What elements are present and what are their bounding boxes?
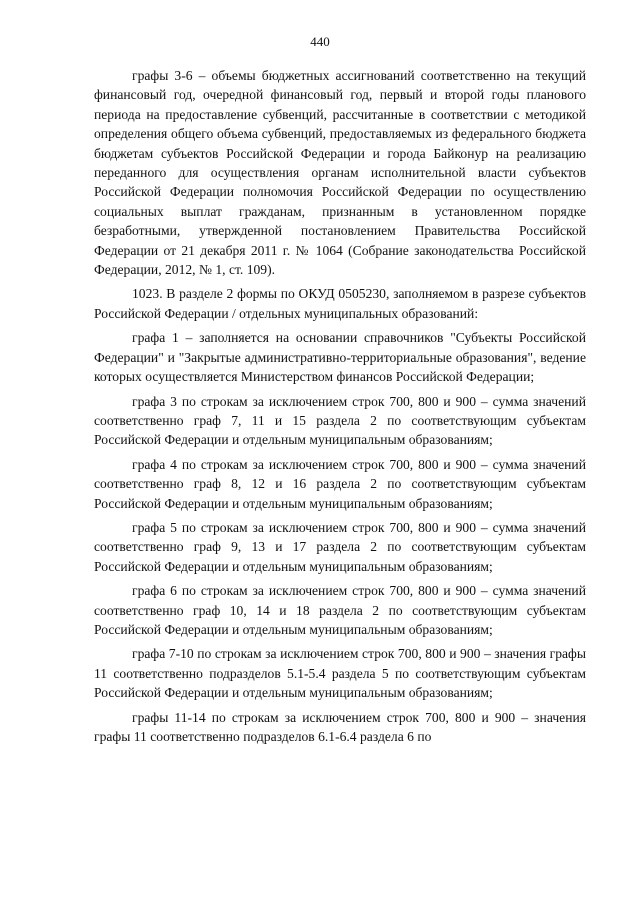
paragraph-grafa-6: графа 6 по строкам за исключением строк 700, 800 и 900 – сумма значений соответственно граф 10, 14 и 18 раздела 2 по соответствующим субъектам Российской Федерации и отдельным муниципальным образованиям; xyxy=(94,583,586,637)
paragraph-grafa-5: графа 5 по строкам за исключением строк 700, 800 и 900 – сумма значений соответственно граф 9, 13 и 17 раздела 2 по соответствующим субъектам Российской Федерации и отдельным муниципальным образованиям; xyxy=(94,519,586,574)
page-number: 440 xyxy=(310,34,330,49)
paragraph-grafa-4: графа 4 по строкам за исключением строк 700, 800 и 900 – сумма значений соответственно граф 8, 12 и 16 раздела 2 по соответствующим субъектам Российской Федерации и отдельным муниципальным образованиям; xyxy=(94,456,586,511)
paragraph-grafa-1: графа 1 – заполняется на основании справочников "Субъекты Российской Федерации" и "Закрытые административно-территориальные образования", ведение которых осуществляется Министерством финансов Российской Федерации; xyxy=(94,330,586,385)
paragraph-item-1023: 1023. В разделе 2 формы по ОКУД 0505230, заполняемом в разрезе субъектов Российской Федерации / отдельных муниципальных образований: xyxy=(94,286,586,321)
paragraph-grafa-3: графа 3 по строкам за исключением строк 700, 800 и 900 – сумма значений соответственно граф 7, 11 и 15 раздела 2 по соответствующим субъектам Российской Федерации и отдельным муниципальным образованиям; xyxy=(94,393,586,448)
paragraph-grafy-3-6: графы 3-6 – объемы бюджетных ассигнований соответственно на текущий финансовый год, очередной финансовый год, первый и второй годы планового периода на предоставление субвенций, рассчитанные в соответствии с методикой определения общего объема субвенций, предоставляемых из федерального бюджета бюджетам субъектов Российской Федерации и города Байконур на реализацию переданного для осуществления органам исполнительной власти субъектов Российской Федерации полномочия Российской Федерации по осуществлению социальных выплат гражданам, признанным в установленном порядке безработными, утвержденной постановлением Правительства Российской Федерации от 21 декабря 2011 г. № 1064 (Собрание законодательства Российской Федерации, 2012, № 1, ст. 109). xyxy=(94,68,586,278)
paragraph-grafy-11-14: графы 11-14 по строкам за исключением строк 700, 800 и 900 – значения графы 11 соответственно подразделов 6.1-6.4 раздела 6 по xyxy=(94,709,586,744)
document-body xyxy=(94,66,586,746)
paragraph-grafa-7-10: графа 7-10 по строкам за исключением строк 700, 800 и 900 – значения графы 11 соответственно подразделов 5.1-5.4 раздела 5 по соответствующим субъектам Российской Федерации и отдельным муниципальным образованиям; xyxy=(94,646,586,701)
